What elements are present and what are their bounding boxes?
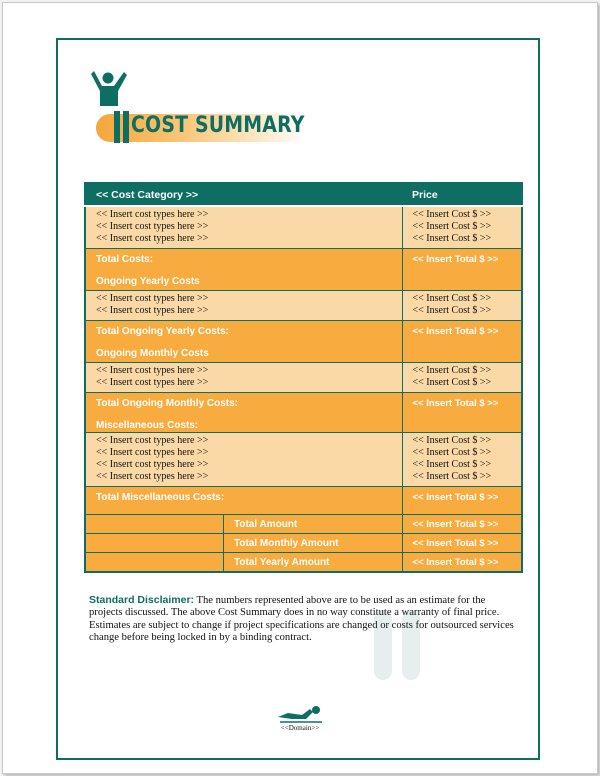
page-title: COST SUMMARY [131,113,305,138]
cost-value: << Insert Cost $ >> [412,209,492,220]
cost-type: << Insert cost types here >> [96,435,209,446]
table-row [85,515,522,534]
cost-type: << Insert cost types here >> [96,293,209,304]
header-category: << Cost Category >> [85,183,402,206]
cost-value: << Insert Cost $ >> [412,471,492,482]
section-label: Miscellaneous Costs: [96,420,199,431]
cost-summary-table [84,182,523,573]
cost-type: << Insert cost types here >> [96,209,209,220]
section-label: Ongoing Yearly Costs [96,276,200,287]
cost-value: << Insert Cost $ >> [412,221,492,232]
cost-type: << Insert cost types here >> [96,447,209,458]
amount-value: << Insert Total $ >> [402,515,522,534]
disclaimer-text: The numbers represented above are to be used as an estimate for the projects discussed. The above Cost Summary does in no way constitute a warranty of final price. Estimates are subject to change if project specifications are changed or costs for outsourced services change before being locked in by a binding contract. [89,595,514,644]
total-label: Total Ongoing Yearly Costs: [96,326,229,337]
table-row [85,291,522,321]
amount-label: Total Yearly Amount [234,556,330,568]
cost-value: << Insert Cost $ >> [412,233,492,244]
amount-value: << Insert Total $ >> [402,534,522,553]
header-price: Price [402,183,522,206]
cost-type: << Insert cost types here >> [96,305,209,316]
table-row [85,553,522,573]
table-row [85,534,522,553]
disclaimer [89,594,519,645]
cost-type: << Insert cost types here >> [96,377,209,388]
disclaimer-label: Standard Disclaimer: [89,594,195,606]
cost-type: << Insert cost types here >> [96,221,209,232]
total-value: << Insert Total $ >> [412,254,499,265]
total-label: Total Costs: [96,254,154,265]
amount-label: Total Amount [234,518,298,530]
cost-value: << Insert Cost $ >> [412,435,492,446]
swimmer-icon [276,703,326,725]
total-value: << Insert Total $ >> [412,398,499,409]
table-row [85,393,522,433]
table-row [85,487,522,515]
total-value: << Insert Total $ >> [412,492,499,503]
total-label: Total Miscellaneous Costs: [96,492,225,503]
total-value: << Insert Total $ >> [412,326,499,337]
title-bars-icon [113,111,131,143]
footer-domain: <<Domain>> [280,724,320,732]
cost-type: << Insert cost types here >> [96,233,209,244]
table-row [85,433,522,487]
table-row [85,206,522,249]
cost-type: << Insert cost types here >> [96,365,209,376]
cost-value: << Insert Cost $ >> [412,365,492,376]
cost-value: << Insert Cost $ >> [412,293,492,304]
amount-value: << Insert Total $ >> [402,553,522,573]
table-row [85,363,522,393]
cost-value: << Insert Cost $ >> [412,459,492,470]
table-header-row [85,183,522,206]
section-label: Ongoing Monthly Costs [96,348,209,359]
total-label: Total Ongoing Monthly Costs: [96,398,239,409]
table-row [85,249,522,291]
amount-label: Total Monthly Amount [234,537,339,549]
cost-value: << Insert Cost $ >> [412,305,492,316]
cost-type: << Insert cost types here >> [96,459,209,470]
cost-type: << Insert cost types here >> [96,471,209,482]
cost-value: << Insert Cost $ >> [412,377,492,388]
table-row [85,321,522,363]
cost-value: << Insert Cost $ >> [412,447,492,458]
